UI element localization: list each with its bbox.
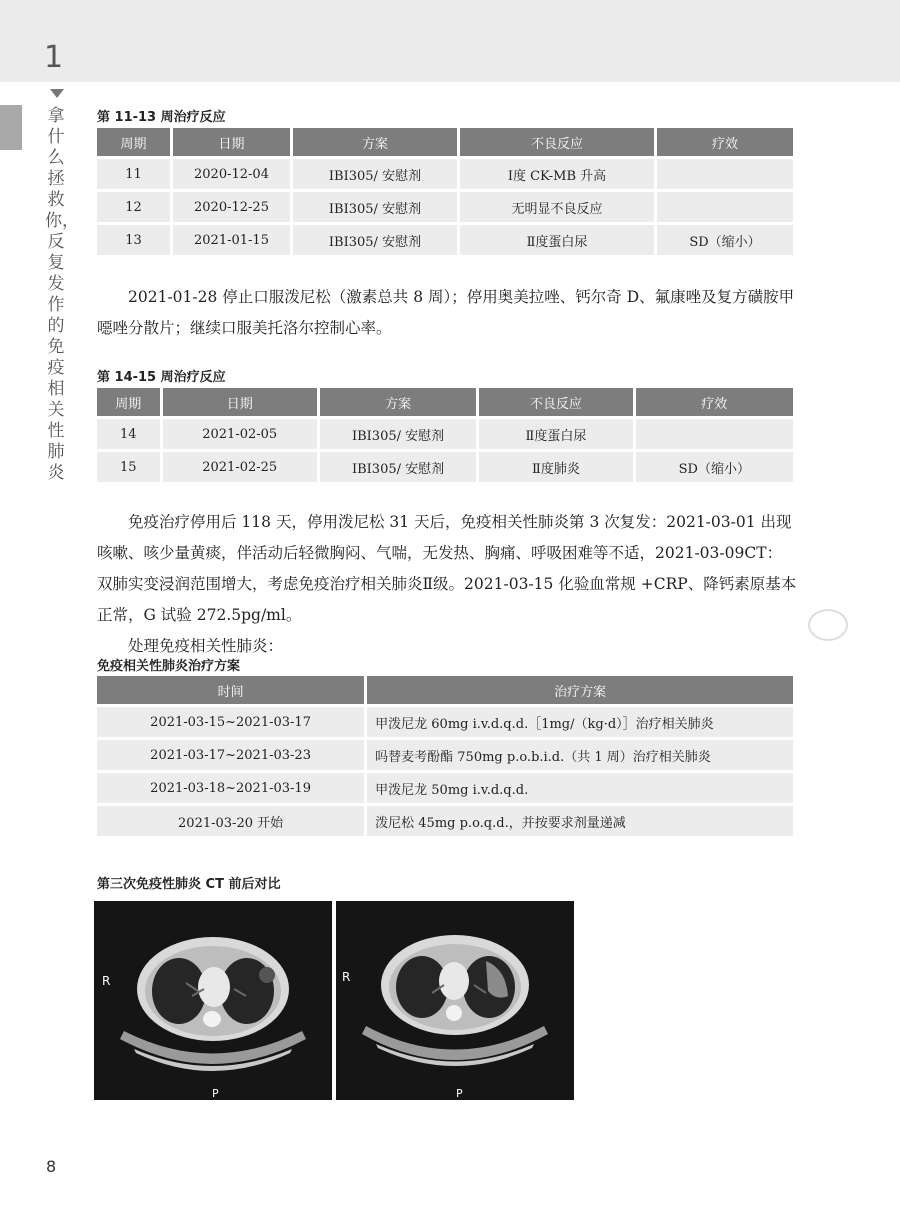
table-header-row xyxy=(97,676,793,704)
orientation-label-p: P xyxy=(456,1087,463,1100)
figure-caption: 第三次免疫性肺炎 CT 前后对比 xyxy=(97,877,281,892)
table-cell: IBI305/ 安慰剂 xyxy=(293,192,457,222)
table2-caption: 第 14-15 周治疗反应 xyxy=(97,370,226,385)
side-tab-marker xyxy=(0,105,22,150)
table-cell: IBI305/ 安慰剂 xyxy=(293,159,457,189)
table-cell: 泼尼松 45mg p.o.q.d.，并按要求剂量递减 xyxy=(367,806,793,836)
table-cell: Ⅰ度 CK-MB 升高 xyxy=(460,159,654,189)
table3 xyxy=(94,673,796,839)
table3-caption: 免疫相关性肺炎治疗方案 xyxy=(97,659,241,674)
column-header: 治疗方案 xyxy=(367,676,793,704)
table1 xyxy=(94,125,796,258)
table-cell xyxy=(657,192,793,222)
column-header: 日期 xyxy=(163,388,317,416)
column-header: 疗效 xyxy=(636,388,793,416)
table-cell: IBI305/ 安慰剂 xyxy=(320,419,476,449)
table-cell: 2020-12-04 xyxy=(173,159,290,189)
table-cell: 15 xyxy=(97,452,160,482)
table-row xyxy=(97,707,793,737)
table-cell: 14 xyxy=(97,419,160,449)
triangle-down-icon xyxy=(50,89,64,98)
publisher-logo-watermark xyxy=(808,609,848,641)
column-header: 方案 xyxy=(320,388,476,416)
book-title-vertical: 拿什么拯救你，反复发作的免疫相关性肺炎 xyxy=(45,106,79,483)
page-number: 8 xyxy=(46,1157,57,1176)
table-header-row xyxy=(97,388,793,416)
table-header-row xyxy=(97,128,793,156)
table-cell: 2021-03-17~2021-03-23 xyxy=(97,740,364,770)
table-row xyxy=(97,192,793,222)
paragraph-text: 处理免疫相关性肺炎： xyxy=(128,637,284,655)
table-cell: Ⅱ度肺炎 xyxy=(479,452,632,482)
table-cell: SD（缩小） xyxy=(636,452,793,482)
paragraph-text: 免疫治疗停用后 118 天，停用泼尼松 31 天后，免疫相关性肺炎第 3 次复发：2021-03-01 出现咳嗽、咳少量黄痰，伴活动后轻微胸闷、气喘，无发热、胸痛、呼吸困难等不适，2021-03-09CT：双肺实变浸润范围增大，考虑免疫治疗相关肺炎Ⅱ级。2021-03-15 化验血常规 +CRP、降钙素原基本正常，G 试验 272.5pg/ml。 xyxy=(97,513,797,624)
column-header: 疗效 xyxy=(657,128,793,156)
column-header: 日期 xyxy=(173,128,290,156)
table-row xyxy=(97,419,793,449)
table-cell: 2021-02-05 xyxy=(163,419,317,449)
column-header: 周期 xyxy=(97,388,160,416)
orientation-label-r: R xyxy=(342,970,351,984)
paragraph-1 xyxy=(97,282,797,344)
table-cell: 13 xyxy=(97,225,170,255)
table-row xyxy=(97,452,793,482)
ct-scan-before-image xyxy=(94,901,332,1100)
table-cell: 甲泼尼龙 50mg i.v.d.q.d. xyxy=(367,773,793,803)
ct-scan-after-image xyxy=(336,901,574,1100)
paragraph-text: 2021-01-28 停止口服泼尼松（激素总共 8 周）；停用奥美拉唑、钙尔奇 D、氟康唑及复方磺胺甲噁唑分散片；继续口服美托洛尔控制心率。 xyxy=(97,288,795,337)
table-cell: 2021-01-15 xyxy=(173,225,290,255)
column-header: 不良反应 xyxy=(479,388,632,416)
table-cell: 2020-12-25 xyxy=(173,192,290,222)
table-cell: SD（缩小） xyxy=(657,225,793,255)
table-cell: 无明显不良反应 xyxy=(460,192,654,222)
table-cell: 12 xyxy=(97,192,170,222)
table-cell: IBI305/ 安慰剂 xyxy=(320,452,476,482)
table-cell: IBI305/ 安慰剂 xyxy=(293,225,457,255)
table-cell: 2021-02-25 xyxy=(163,452,317,482)
table-cell: 11 xyxy=(97,159,170,189)
chapter-number: 1 xyxy=(44,40,64,75)
table-cell: 甲泼尼龙 60mg i.v.d.q.d.［1mg/（kg·d）］治疗相关肺炎 xyxy=(367,707,793,737)
column-header: 方案 xyxy=(293,128,457,156)
table-cell: 2021-03-20 开始 xyxy=(97,806,364,836)
orientation-label-p: P xyxy=(212,1087,219,1100)
table-row xyxy=(97,740,793,770)
table-row xyxy=(97,225,793,255)
table-row xyxy=(97,806,793,836)
table-cell: Ⅱ度蛋白尿 xyxy=(460,225,654,255)
column-header: 周期 xyxy=(97,128,170,156)
table2 xyxy=(94,385,796,485)
top-header-band xyxy=(0,0,900,82)
table-cell xyxy=(657,159,793,189)
table-cell: 2021-03-15~2021-03-17 xyxy=(97,707,364,737)
orientation-label-r: R xyxy=(102,974,111,988)
table-cell: 吗替麦考酚酯 750mg p.o.b.i.d.（共 1 周）治疗相关肺炎 xyxy=(367,740,793,770)
paragraph-2 xyxy=(97,507,797,662)
table-cell: Ⅱ度蛋白尿 xyxy=(479,419,632,449)
table-row xyxy=(97,159,793,189)
table1-caption: 第 11-13 周治疗反应 xyxy=(97,110,226,125)
table-cell xyxy=(636,419,793,449)
column-header: 时间 xyxy=(97,676,364,704)
table-row xyxy=(97,773,793,803)
table-cell: 2021-03-18~2021-03-19 xyxy=(97,773,364,803)
column-header: 不良反应 xyxy=(460,128,654,156)
